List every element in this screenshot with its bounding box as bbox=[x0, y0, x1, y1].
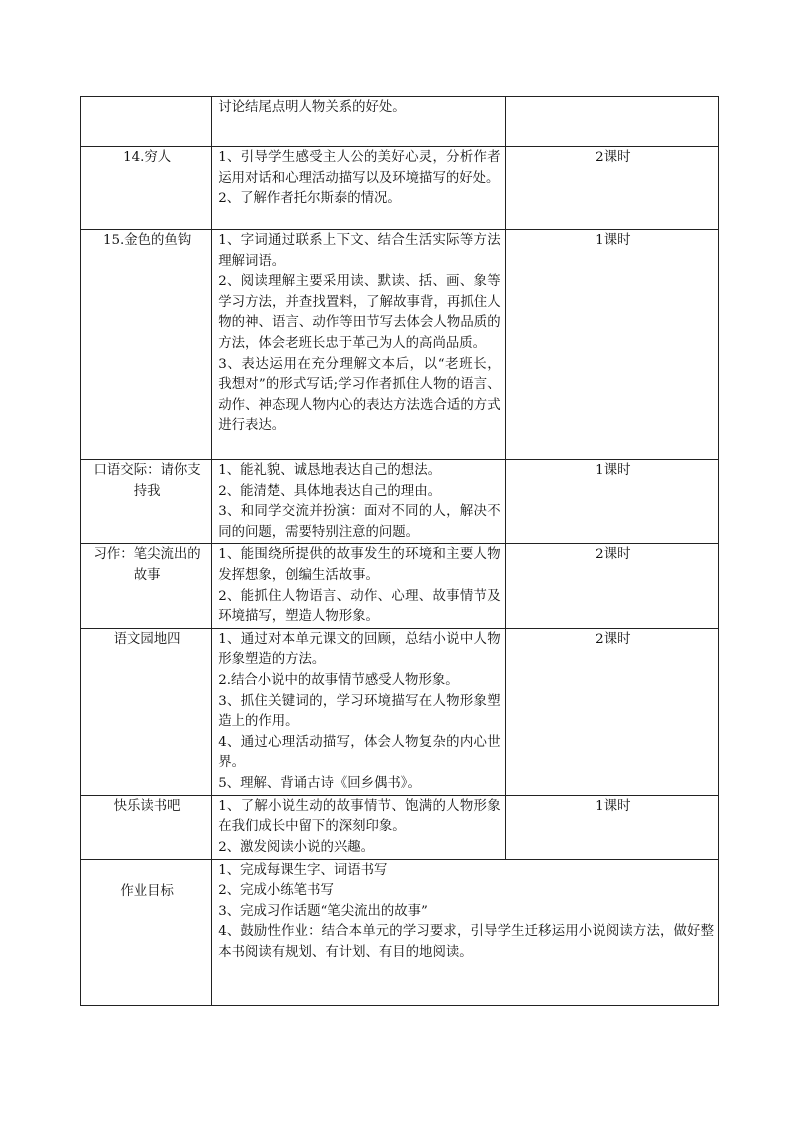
lesson-plan-table bbox=[80, 96, 719, 1006]
goal-text: 2、能清楚、具体地表达自己的理由。 bbox=[218, 483, 441, 499]
goal-text: 讨论结尾点明人物关系的好处。 bbox=[218, 100, 406, 115]
hours-cell: 1课时 bbox=[505, 795, 718, 859]
lesson-cell: 15.金色的鱼钩 bbox=[81, 230, 212, 460]
lesson-cell: 14.穷人 bbox=[81, 147, 212, 230]
goals-cell bbox=[212, 628, 505, 795]
goals-cell bbox=[212, 230, 505, 460]
lesson-cell bbox=[81, 97, 212, 147]
goals-cell bbox=[212, 544, 505, 628]
homework-goals-cell bbox=[212, 859, 719, 1005]
hours-cell: 2课时 bbox=[505, 147, 718, 230]
table-row bbox=[81, 147, 719, 230]
goal-text: 2、阅读理解主要采用读、默读、括、画、象等学习方法，并查找置料，了解故事背，再抓住人物的神、语言、动作等田节写去体会人物品质的方法，体会老班长忠于革己为人的高尚品质。 bbox=[218, 274, 501, 351]
hours-cell bbox=[505, 97, 718, 147]
table-row bbox=[81, 795, 719, 859]
goals-cell bbox=[212, 460, 505, 544]
hours-cell: 1课时 bbox=[505, 230, 718, 460]
goal-text: 3、抓住关键词的，学习环境描写在人物形象塑造上的作用。 bbox=[218, 693, 501, 730]
homework-item: 1、完成每课生字、词语书写 bbox=[218, 862, 388, 878]
homework-item: 2、完成小练笔书写 bbox=[218, 883, 334, 899]
goal-text: 1、通过对本单元课文的回顾，总结小说中人物形象塑造的方法。 bbox=[218, 631, 501, 668]
goal-text: 2、能抓住人物语言、动作、心理、故事情节及环境描写，塑造人物形象。 bbox=[218, 588, 501, 625]
table-row bbox=[81, 544, 719, 628]
goals-cell bbox=[212, 795, 505, 859]
table-row bbox=[81, 460, 719, 544]
lesson-cell: 习作：笔尖流出的故事 bbox=[81, 544, 212, 628]
goals-cell bbox=[212, 97, 505, 147]
homework-label-text: 作业目标 bbox=[120, 883, 174, 899]
goal-text: 1、了解小说生动的故事情节、饱满的人物形象在我们成长中留下的深刻印象。 bbox=[218, 798, 501, 835]
goal-text: 5、理解、背诵古诗《回乡偶书》。 bbox=[218, 775, 421, 791]
goal-text: 2、激发阅读小说的兴趣。 bbox=[218, 839, 375, 855]
hours-cell: 2课时 bbox=[505, 628, 718, 795]
hours-cell: 2课时 bbox=[505, 544, 718, 628]
table-row bbox=[81, 628, 719, 795]
goal-text: 1、引导学生感受主人公的美好心灵，分析作者运用对话和心理活动描写以及环境描写的好处。 bbox=[218, 150, 501, 186]
lesson-cell: 语文园地四 bbox=[81, 628, 212, 795]
goals-cell bbox=[212, 147, 505, 230]
goal-text: 3、表达运用在充分理解文本后，以“老班长，我想对”的形式写话;学习作者抓住人物的语言、动作、神态现人物内心的表达方法选合适的方式进行表达。 bbox=[218, 356, 501, 434]
hours-cell: 1课时 bbox=[505, 460, 718, 544]
goal-text: 1、字词通过联系上下文、结合生活实际等方法理解词语。 bbox=[218, 233, 501, 269]
goal-text: 1、能围绕所提供的故事发生的环境和主要人物发挥想象，创编生活故事。 bbox=[218, 547, 501, 583]
homework-row bbox=[81, 859, 719, 1005]
goal-text: 2.结合小说中的故事情节感受人物形象。 bbox=[218, 672, 459, 688]
lesson-cell: 口语交际：请你支持我 bbox=[81, 460, 212, 544]
goal-text: 1、能礼貌、诚恳地表达自己的想法。 bbox=[218, 463, 441, 478]
homework-label bbox=[81, 859, 212, 1005]
goal-text: 4、通过心理活动描写，体会人物复杂的内心世界。 bbox=[218, 734, 501, 771]
goal-text: 2、了解作者托尔斯泰的情况。 bbox=[218, 191, 401, 207]
table-row bbox=[81, 97, 719, 147]
lesson-cell: 快乐读书吧 bbox=[81, 795, 212, 859]
goal-text: 3、和同学交流并扮演：面对不同的人，解决不同的问题，需要特别注意的问题。 bbox=[218, 504, 501, 540]
table-row bbox=[81, 230, 719, 460]
homework-item: 3、完成习作话题“笔尖流出的故事” bbox=[218, 903, 428, 919]
homework-item: 4、鼓励性作业：结合本单元的学习要求，引导学生迁移运用小说阅读方法，做好整本书阅读有规划、有计划、有目的地阅读。 bbox=[218, 924, 714, 960]
